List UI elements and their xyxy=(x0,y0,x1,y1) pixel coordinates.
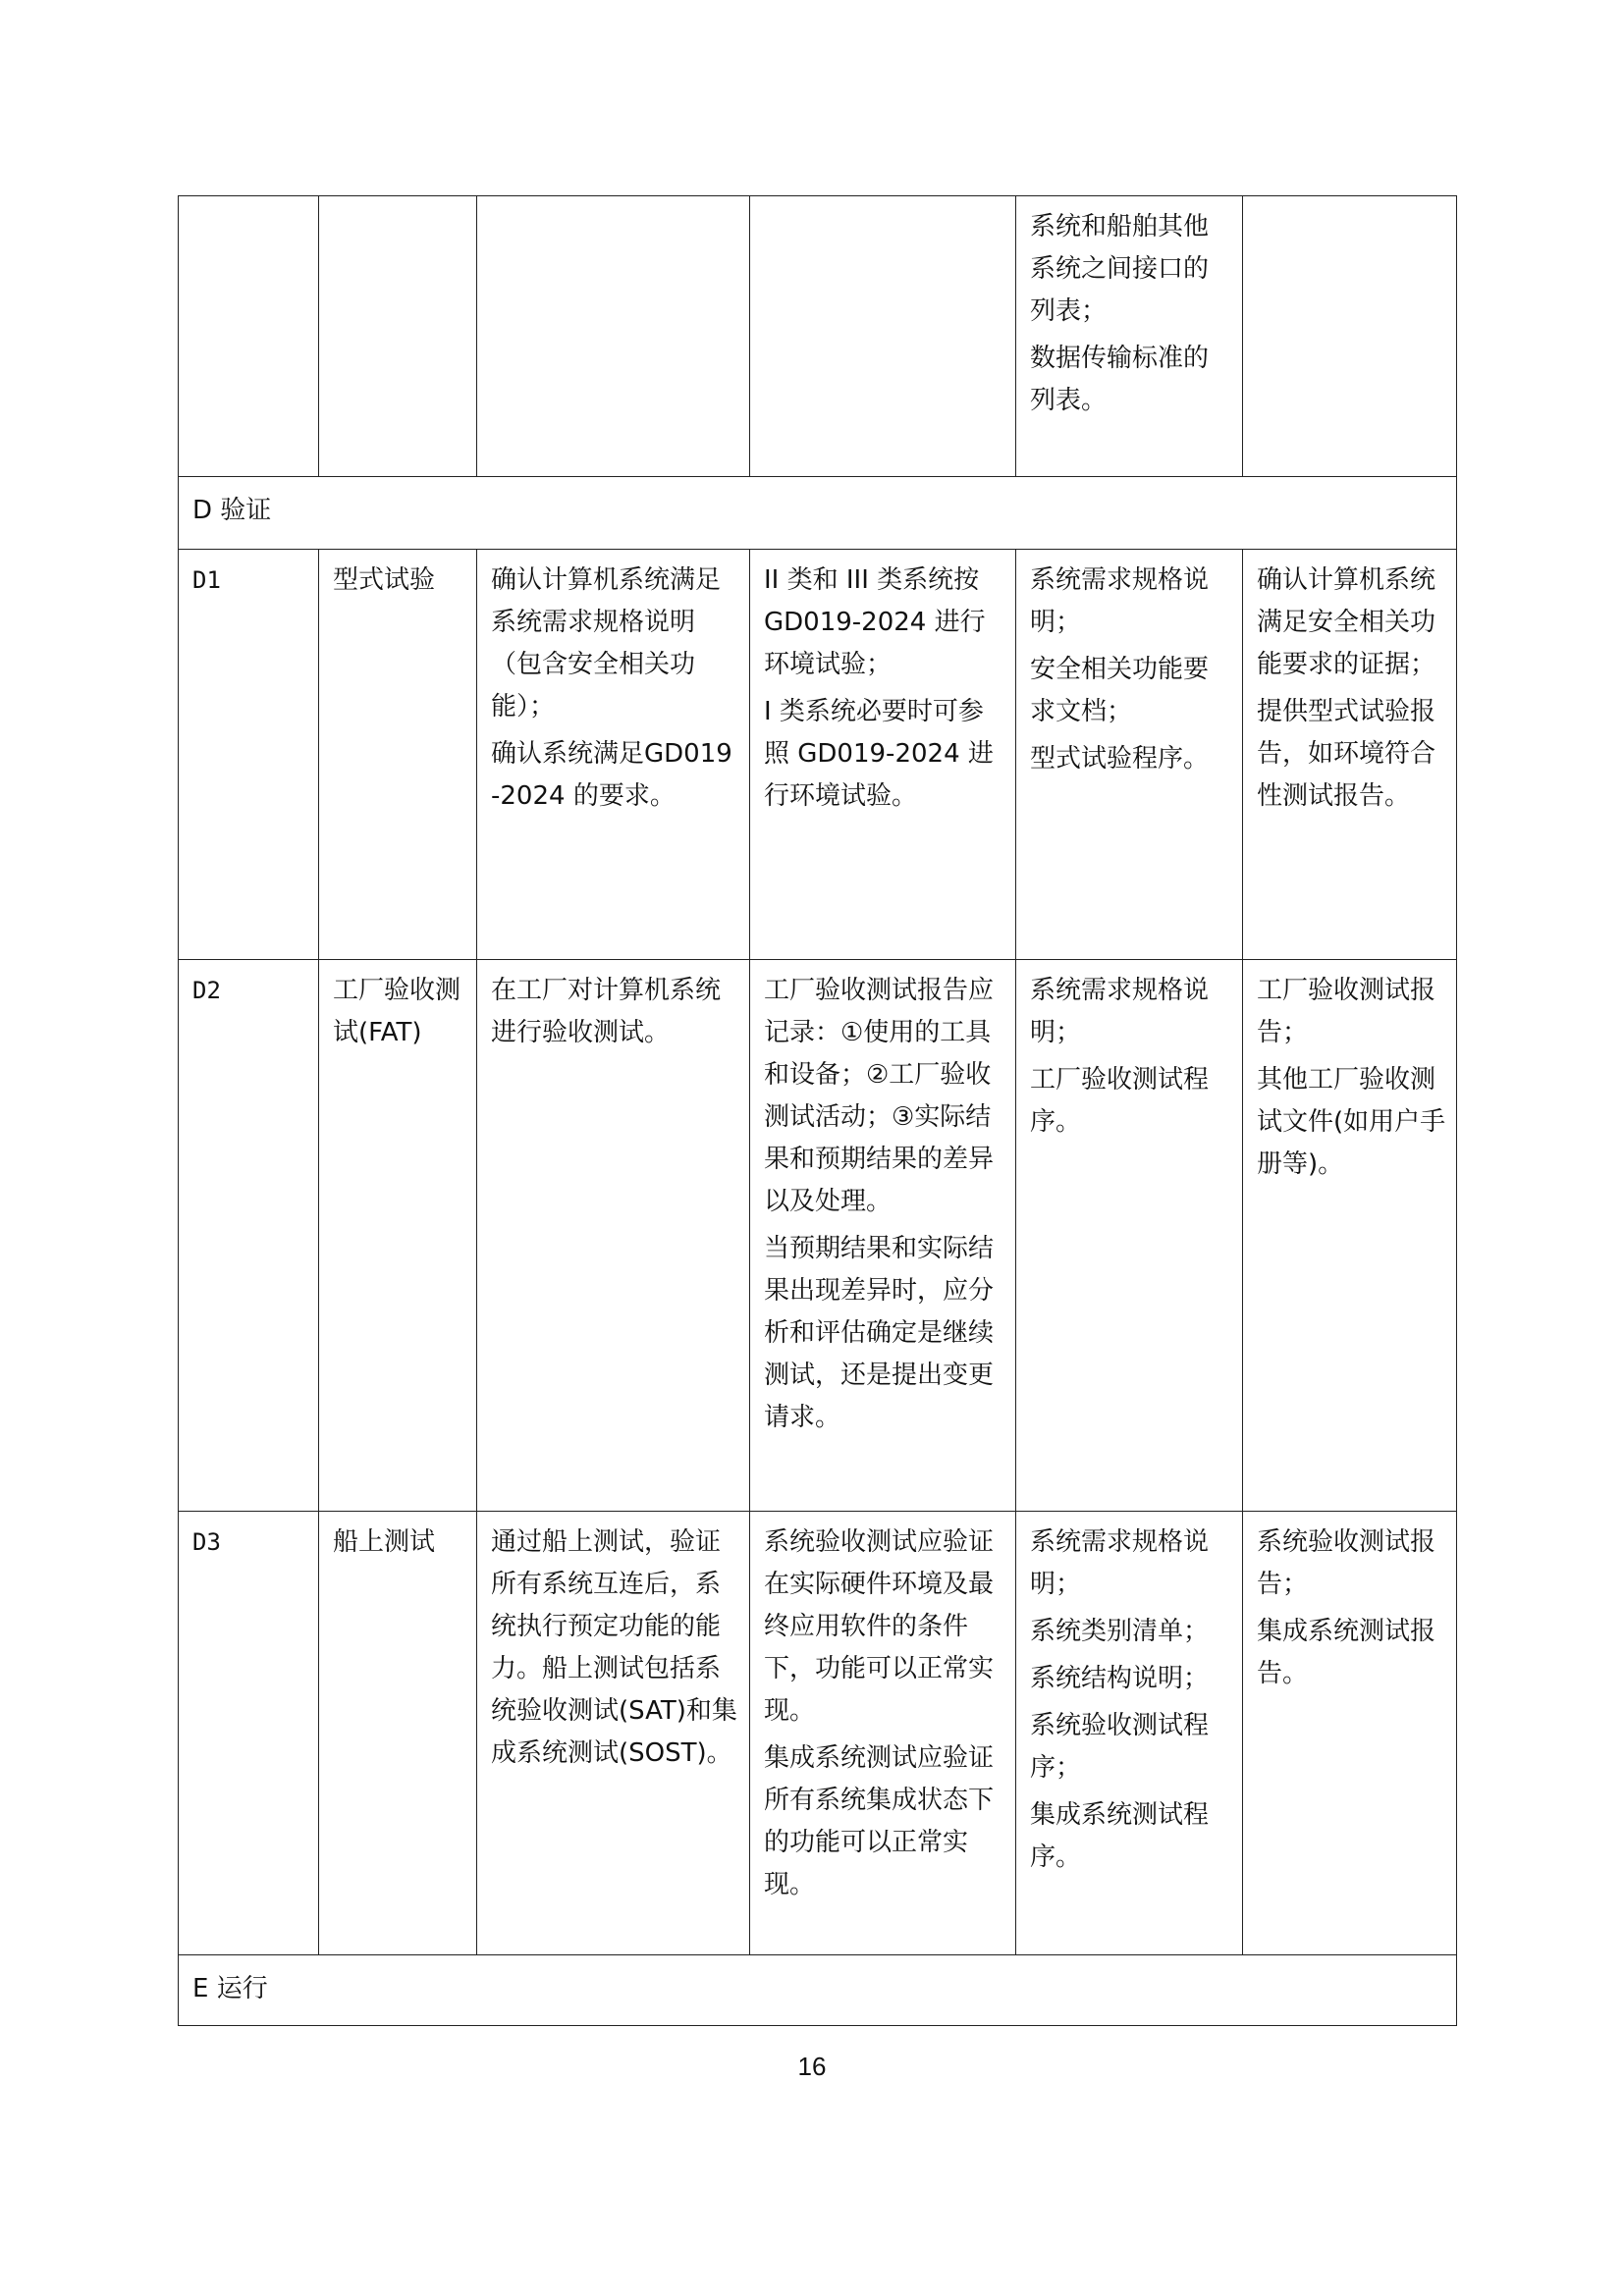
cell-outputs xyxy=(1243,960,1457,1512)
paragraph: 确认计算机系统满足系统需求规格说明（包含安全相关功能）； xyxy=(491,565,722,721)
cell-id: D2 xyxy=(179,960,319,1512)
section-heading-e: E 运行 xyxy=(179,1955,1457,2026)
cell-id: D1 xyxy=(179,550,319,960)
page-number: 16 xyxy=(797,2052,827,2081)
paragraph: 系统验收测试程序； xyxy=(1030,1711,1210,1783)
cell-inputs xyxy=(1016,196,1243,477)
paragraph: 系统结构说明； xyxy=(1030,1664,1210,1693)
cell-name: 工厂验收测试(FAT) xyxy=(319,960,477,1512)
paragraph: 提供型式试验报告，如环境符合性测试报告。 xyxy=(1257,697,1436,811)
paragraph: 确认计算机系统满足安全相关功能要求的证据； xyxy=(1257,565,1436,679)
section-row-d xyxy=(179,477,1457,550)
cell-description xyxy=(477,960,750,1512)
cell-inputs xyxy=(1016,550,1243,960)
paragraph: 系统需求规格说明； xyxy=(1030,1527,1210,1599)
paragraph: II 类和 III 类系统按 GD019-2024 进行环境试验； xyxy=(764,565,986,679)
cell-outputs xyxy=(1243,1512,1457,1955)
cell-requirements xyxy=(750,196,1016,477)
cell-inputs xyxy=(1016,1512,1243,1955)
paragraph: 确认系统满足GD019-2024 的要求。 xyxy=(491,739,732,811)
paragraph: 当预期结果和实际结果出现差异时，应分析和评估确定是继续测试，还是提出变更请求。 xyxy=(764,1234,995,1432)
paragraph: 集成系统测试应验证所有系统集成状态下的功能可以正常实现。 xyxy=(764,1743,995,1899)
paragraph: 系统验收测试报告； xyxy=(1257,1527,1436,1599)
cell-description xyxy=(477,550,750,960)
paragraph: 其他工厂验收测试文件(如用户手册等)。 xyxy=(1257,1065,1446,1179)
cell-id xyxy=(179,196,319,477)
paragraph: 通过船上测试，验证所有系统互连后，系统执行预定功能的能力。船上测试包括系统验收测试(SAT)和集成系统测试(SOST)。 xyxy=(491,1527,737,1768)
cell-requirements xyxy=(750,550,1016,960)
cell-name: 船上测试 xyxy=(319,1512,477,1955)
paragraph: 在工厂对计算机系统进行验收测试。 xyxy=(491,976,722,1047)
paragraph: 系统类别清单； xyxy=(1030,1617,1210,1646)
cell-requirements xyxy=(750,960,1016,1512)
table-row-d2 xyxy=(179,960,1457,1512)
section-heading-d: D 验证 xyxy=(179,477,1457,550)
cell-outputs xyxy=(1243,550,1457,960)
table-row-d3 xyxy=(179,1512,1457,1955)
paragraph: 工厂验收测试程序。 xyxy=(1030,1065,1210,1137)
paragraph: 型式试验程序。 xyxy=(1030,744,1210,774)
section-row-e xyxy=(179,1955,1457,2026)
paragraph: 安全相关功能要求文档； xyxy=(1030,655,1210,726)
paragraph: I 类系统必要时可参照 GD019-2024 进行环境试验。 xyxy=(764,697,994,811)
paragraph: 数据传输标准的列表。 xyxy=(1030,344,1210,415)
table-row-d1 xyxy=(179,550,1457,960)
paragraph: 工厂验收测试报告； xyxy=(1257,976,1436,1047)
paragraph: 系统需求规格说明； xyxy=(1030,565,1210,637)
cell-description xyxy=(477,1512,750,1955)
paragraph: 集成系统测试程序。 xyxy=(1030,1800,1210,1872)
cell-requirements xyxy=(750,1512,1016,1955)
cell-name: 型式试验 xyxy=(319,550,477,960)
cell-description xyxy=(477,196,750,477)
paragraph: 系统验收测试应验证在实际硬件环境及最终应用软件的条件下，功能可以正常实现。 xyxy=(764,1527,995,1726)
paragraph: 系统需求规格说明； xyxy=(1030,976,1210,1047)
table-row-continued xyxy=(179,196,1457,477)
paragraph: 工厂验收测试报告应记录：①使用的工具和设备；②工厂验收测试活动；③实际结果和预期结果的差异以及处理。 xyxy=(764,976,995,1216)
cell-name xyxy=(319,196,477,477)
cell-outputs xyxy=(1243,196,1457,477)
requirements-table xyxy=(178,195,1457,2026)
paragraph: 系统和船舶其他系统之间接口的列表； xyxy=(1030,212,1210,326)
cell-inputs xyxy=(1016,960,1243,1512)
cell-id: D3 xyxy=(179,1512,319,1955)
paragraph: 集成系统测试报告。 xyxy=(1257,1617,1436,1688)
